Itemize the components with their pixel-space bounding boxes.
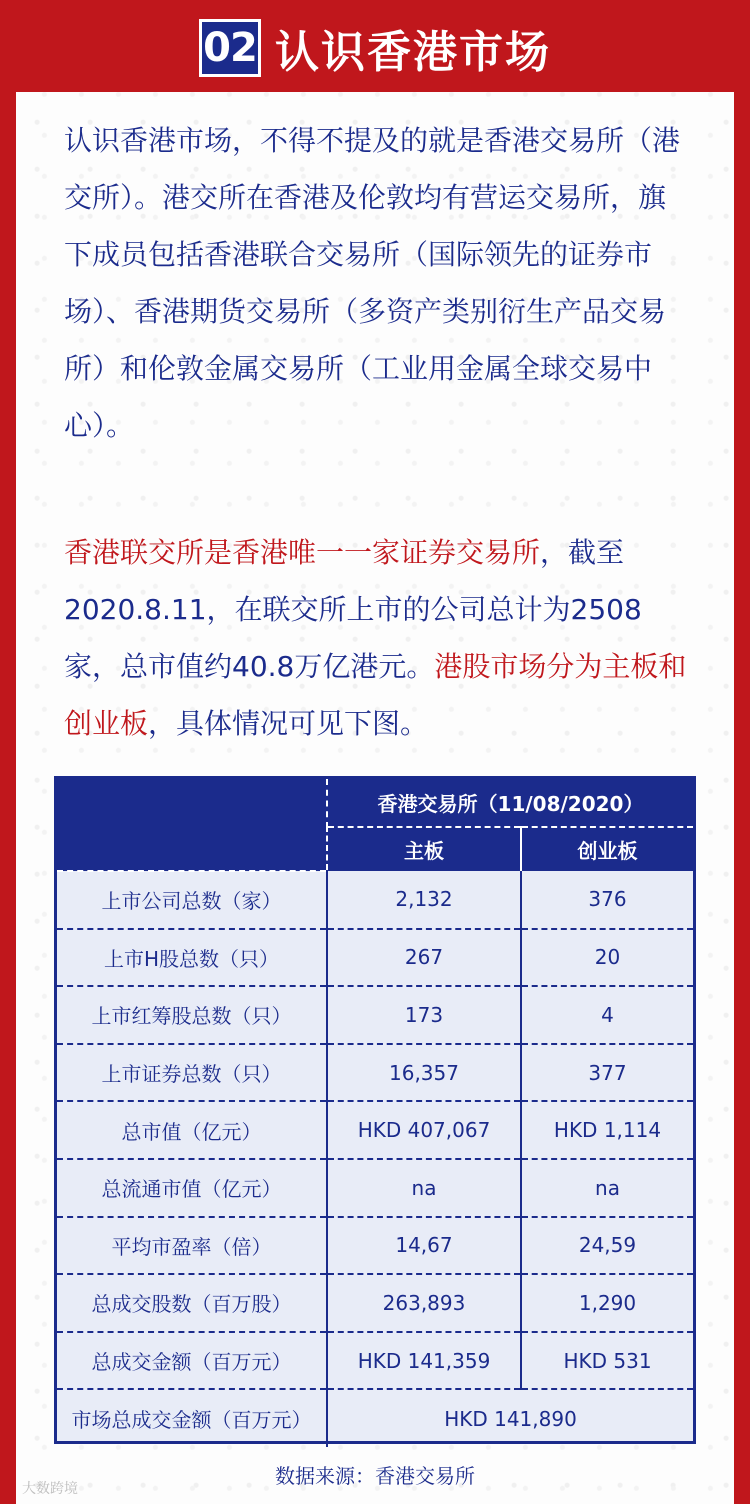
main-board-value: 2,132 — [327, 871, 521, 929]
gem-value: 24,59 — [521, 1217, 693, 1275]
row-label: 总市值（亿元） — [57, 1101, 327, 1159]
row-label: 平均市盈率（倍） — [57, 1217, 327, 1275]
main-board-value: HKD 141,359 — [327, 1332, 521, 1390]
total-label: 市场总成交金额（百万元） — [57, 1389, 327, 1447]
table-row — [57, 1044, 693, 1102]
row-label: 总成交金额（百万元） — [57, 1332, 327, 1390]
table-row — [57, 986, 693, 1044]
main-board-value: 14,67 — [327, 1217, 521, 1275]
table-row-total — [57, 1389, 693, 1447]
intro-paragraph: 认识香港市场，不得不提及的就是香港交易所（港交所）。港交所在香港及伦敦均有营运交易所，旗下成员包括香港联合交易所（国际领先的证券市场）、香港期货交易所（多资产类别衍生产品交易所）和伦敦金属交易所（工业用金属全球交易中心）。 — [64, 124, 681, 442]
gem-value: 376 — [521, 871, 693, 929]
table-row — [57, 1159, 693, 1217]
column-header-gem: 创业板 — [521, 827, 693, 871]
left-border — [0, 0, 16, 1504]
summary-text-2: ，具体情况可见下图。 — [148, 707, 429, 740]
summary-highlight-2: 港股市场分为主板和创业板 — [64, 650, 687, 740]
row-label: 上市H股总数（只） — [57, 929, 327, 987]
row-label: 上市证券总数（只） — [57, 1044, 327, 1102]
summary-paragraph — [64, 524, 690, 752]
main-board-value: na — [327, 1159, 521, 1217]
gem-value: 4 — [521, 986, 693, 1044]
gem-value: HKD 531 — [521, 1332, 693, 1390]
summary-text-1: ，截至2020.8.11，在联交所上市的公司总计为2508家，总市值约40.8万亿港元。 — [64, 536, 642, 683]
data-source-note: 数据来源：香港交易所 — [275, 1464, 475, 1488]
table-row — [57, 1332, 693, 1390]
summary-highlight-1: 香港联交所是香港唯一一家证券交易所 — [64, 536, 541, 569]
row-label: 上市公司总数（家） — [57, 871, 327, 929]
section-title: 认识香港市场 — [275, 27, 551, 78]
gem-value: HKD 1,114 — [521, 1101, 693, 1159]
table-row — [57, 1274, 693, 1332]
right-border — [734, 0, 750, 1504]
table-row — [57, 871, 693, 929]
column-header-main-board: 主板 — [327, 827, 521, 871]
table-row — [57, 929, 693, 987]
exchange-header: 香港交易所（11/08/2020） — [327, 779, 693, 827]
section-number-badge: 02 — [199, 19, 261, 77]
row-label: 总流通市值（亿元） — [57, 1159, 327, 1217]
main-board-value: 16,357 — [327, 1044, 521, 1102]
main-board-value: 267 — [327, 929, 521, 987]
main-board-value: HKD 407,067 — [327, 1101, 521, 1159]
gem-value: 20 — [521, 929, 693, 987]
watermark-logo: 大数跨境 — [22, 1481, 78, 1497]
hkex-data-table — [54, 776, 696, 1444]
gem-value: 377 — [521, 1044, 693, 1102]
gem-value: 1,290 — [521, 1274, 693, 1332]
main-board-value: 173 — [327, 986, 521, 1044]
row-label: 上市红筹股总数（只） — [57, 986, 327, 1044]
section-header — [0, 18, 750, 78]
table-row — [57, 1217, 693, 1275]
gem-value: na — [521, 1159, 693, 1217]
table-row — [57, 1101, 693, 1159]
table-corner-cell — [57, 779, 327, 871]
total-value: HKD 141,890 — [444, 1406, 577, 1431]
row-label: 总成交股数（百万股） — [57, 1274, 327, 1332]
main-board-value: 263,893 — [327, 1274, 521, 1332]
